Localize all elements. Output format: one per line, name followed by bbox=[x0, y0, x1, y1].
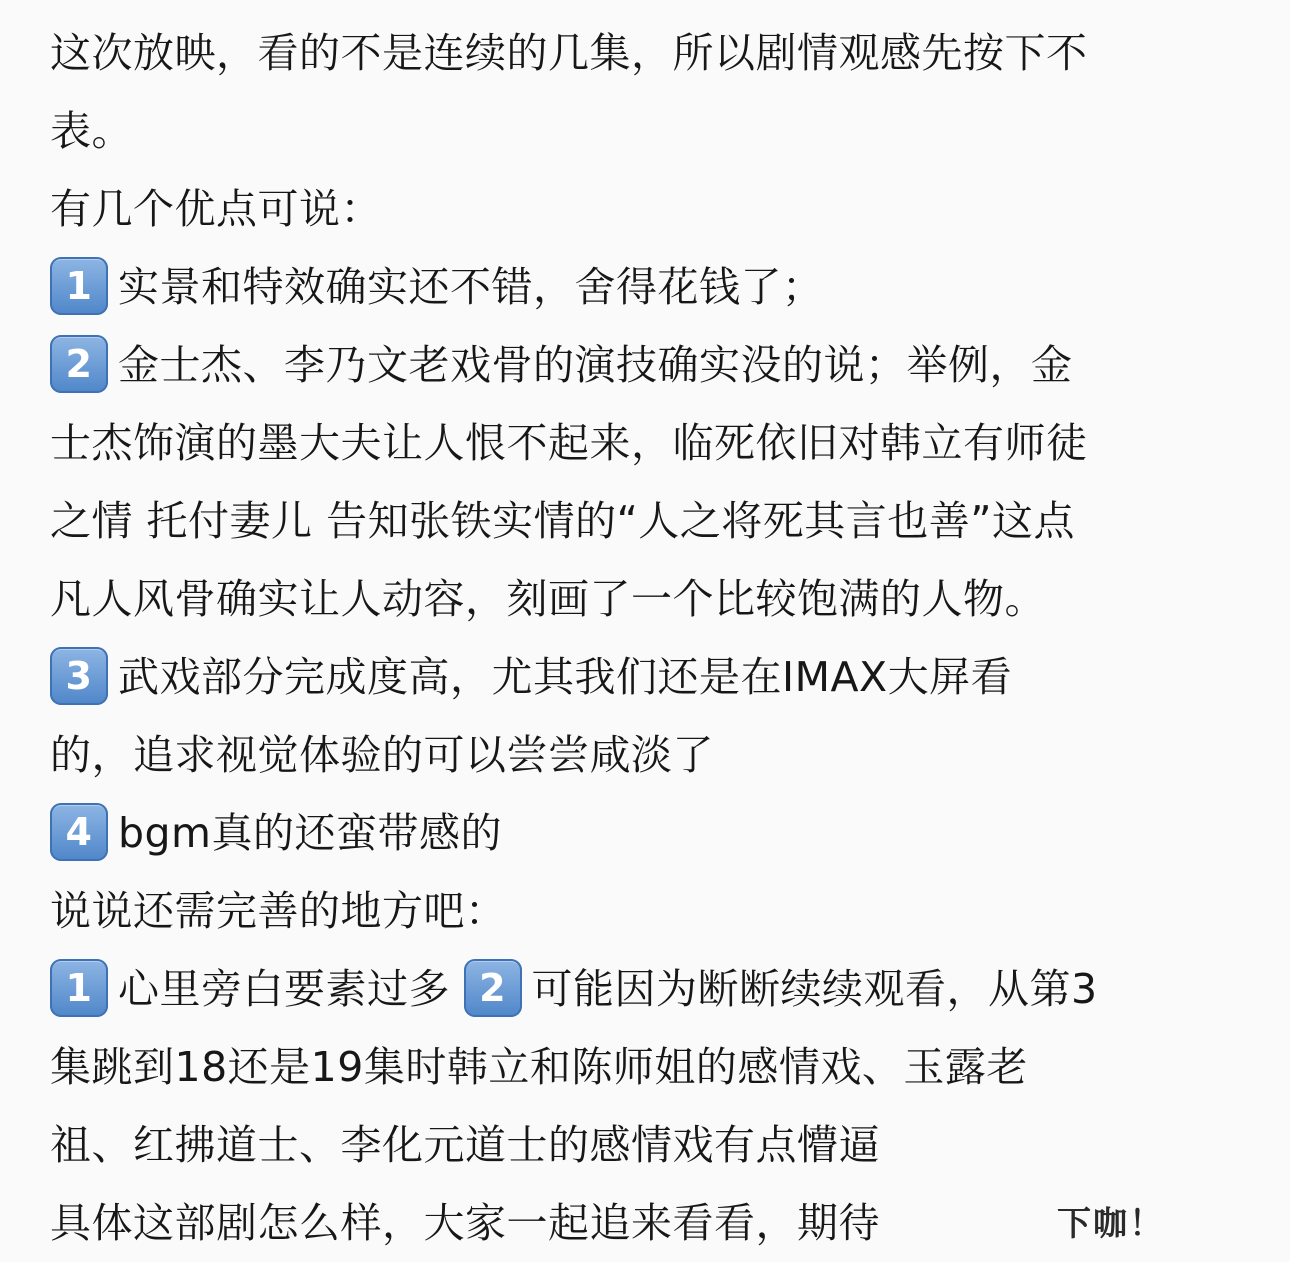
text-line bbox=[50, 482, 1250, 560]
text-line bbox=[50, 950, 1250, 1028]
line-text: 之情 托付妻儿 告知张铁实情的“人之将死其言也善”这点 bbox=[50, 497, 1076, 545]
text-line bbox=[50, 1028, 1250, 1106]
text-line bbox=[50, 326, 1250, 404]
text-line bbox=[50, 170, 1250, 248]
text-line bbox=[50, 248, 1250, 326]
keycap-4-icon: 4 bbox=[50, 803, 108, 861]
keycap-1-icon: 1 bbox=[50, 257, 108, 315]
keycap-2-icon: 2 bbox=[464, 959, 522, 1017]
post-body bbox=[50, 14, 1250, 1262]
line-text: 心里旁白要素过多 bbox=[118, 965, 464, 1013]
keycap-3-icon: 3 bbox=[50, 647, 108, 705]
text-line bbox=[50, 560, 1250, 638]
line-text: 武戏部分完成度高，尤其我们还是在IMAX大屏看 bbox=[118, 653, 1013, 701]
text-line bbox=[50, 638, 1250, 716]
line-text: 凡人风骨确实让人动容，刻画了一个比较饱满的人物。 bbox=[50, 575, 1046, 623]
line-text: 说说还需完善的地方吧： bbox=[50, 887, 507, 935]
text-line bbox=[50, 794, 1250, 872]
watermark: 下咖！ bbox=[995, 1198, 1285, 1250]
line-text: 有几个优点可说： bbox=[50, 185, 382, 233]
line-text: 士杰饰演的墨大夫让人恨不起来，临死依旧对韩立有师徒 bbox=[50, 419, 1088, 467]
line-text: 金士杰、李乃文老戏骨的演技确实没的说；举例，金 bbox=[118, 341, 1073, 389]
text-line bbox=[50, 14, 1250, 92]
line-text: 祖、红拂道士、李化元道士的感情戏有点懵逼 bbox=[50, 1121, 880, 1169]
text-line bbox=[50, 92, 1250, 170]
line-text: 表。 bbox=[50, 107, 133, 155]
text-line bbox=[50, 872, 1250, 950]
text-line bbox=[50, 1106, 1250, 1184]
line-text: bgm真的还蛮带感的 bbox=[118, 809, 502, 857]
line-text: 具体这部剧怎么样，大家一起追来看看，期待 bbox=[50, 1199, 880, 1247]
line-text: 的，追求视觉体验的可以尝尝咸淡了 bbox=[50, 731, 714, 779]
text-line bbox=[50, 716, 1250, 794]
line-text: 可能因为断断续续观看，从第3 bbox=[531, 965, 1098, 1013]
keycap-1-icon: 1 bbox=[50, 959, 108, 1017]
line-text: 实景和特效确实还不错，舍得花钱了； bbox=[118, 263, 824, 311]
line-text: 这次放映，看的不是连续的几集，所以剧情观感先按下不 bbox=[50, 29, 1088, 77]
keycap-2-icon: 2 bbox=[50, 335, 108, 393]
text-line bbox=[50, 404, 1250, 482]
line-text: 集跳到18还是19集时韩立和陈师姐的感情戏、玉露老 bbox=[50, 1043, 1028, 1091]
